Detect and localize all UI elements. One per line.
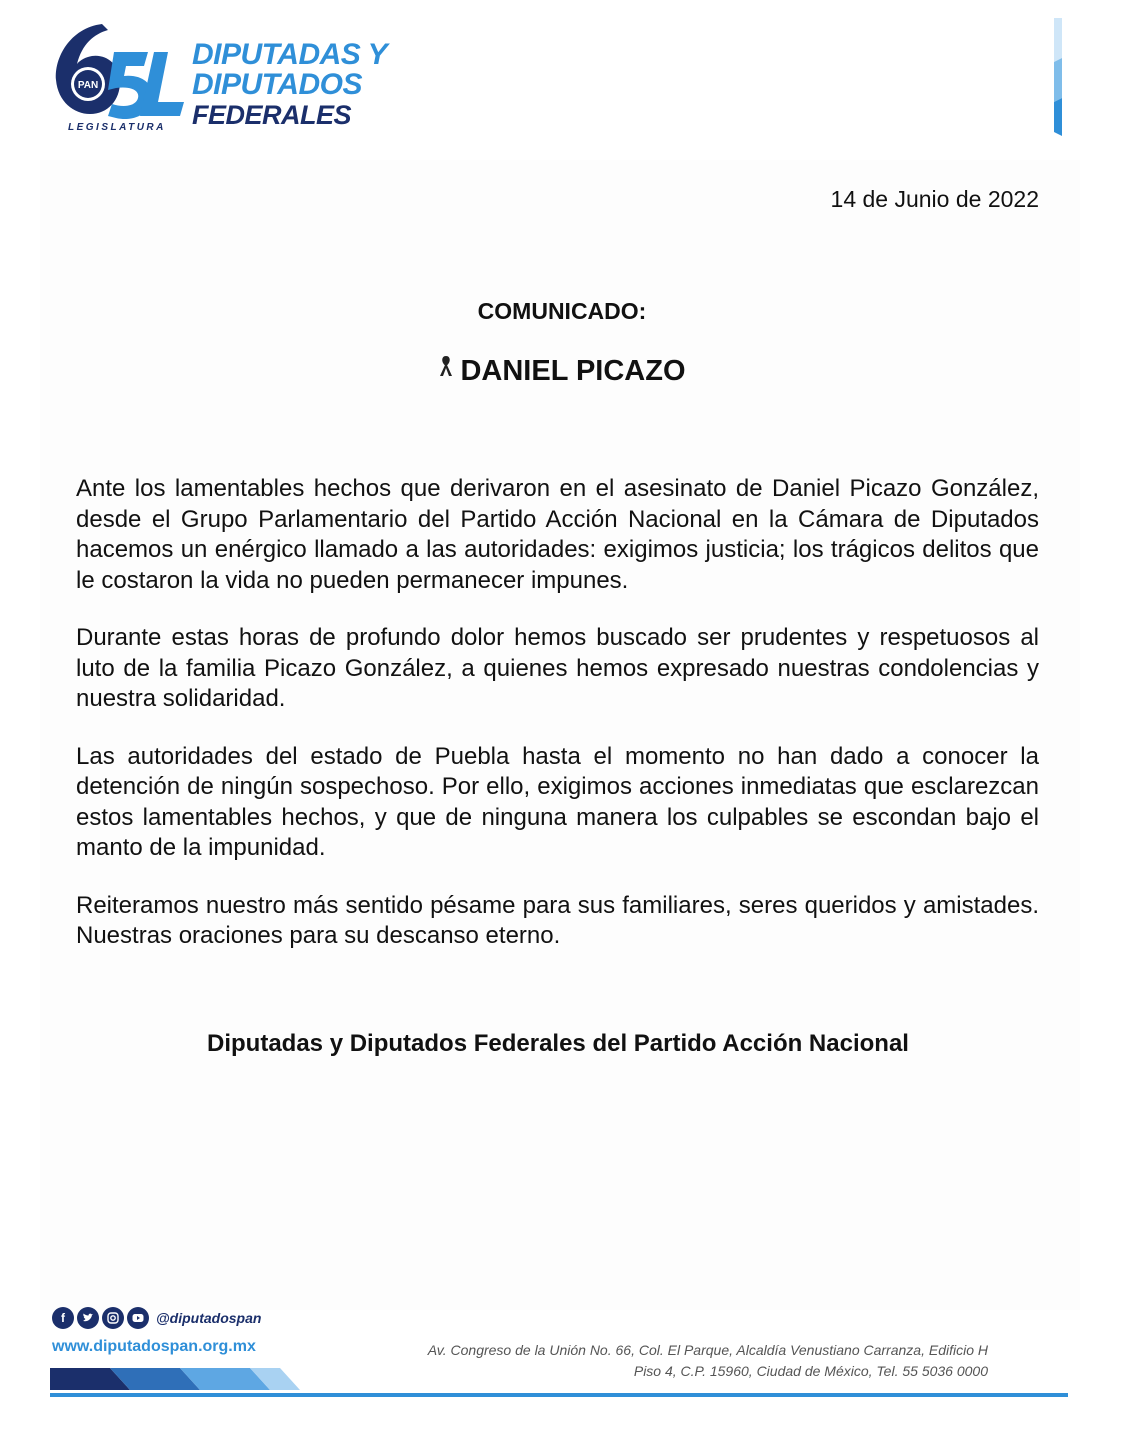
corner-stripe-decoration — [1050, 18, 1066, 136]
youtube-icon[interactable] — [127, 1307, 149, 1329]
logo-wordmark — [192, 40, 387, 130]
document-subtitle — [0, 354, 1124, 388]
logo-line-3: FEDERALES — [192, 100, 352, 130]
twitter-icon[interactable] — [77, 1307, 99, 1329]
logo-line-1: DIPUTADAS Y — [192, 38, 388, 71]
footer-color-bar — [50, 1368, 1070, 1400]
facebook-icon[interactable]: f — [52, 1307, 74, 1329]
website-link[interactable]: www.diputadospan.org.mx — [52, 1338, 256, 1355]
document-date: 14 de Junio de 2022 — [830, 186, 1039, 212]
logo-line-2: DIPUTADOS — [192, 68, 362, 101]
document-title: COMUNICADO: — [477, 298, 647, 324]
document-body — [76, 474, 1039, 979]
paragraph-2: Durante estas horas de profundo dolor hemos buscado ser prudentes y respetuosos al luto de la familia Picazo González, a quienes hemos expresado nuestras condolencias y nuestra solidaridad. — [76, 624, 1039, 712]
pan-badge: PAN — [77, 80, 99, 91]
paragraph-1: Ante los lamentables hechos que derivaron en el asesinato de Daniel Picazo González, desde el Grupo Parlamentario del Partido Acción Nacional en la Cámara de Diputados hacemos un enérgico llamado a las autoridades: exigimos justicia; los trágicos delitos que le costaron la vida no pueden permanecer impunes. — [76, 475, 1039, 594]
subtitle-text: DANIEL PICAZO — [460, 355, 686, 387]
legislatura-label: LEGISLATURA — [68, 122, 166, 133]
instagram-icon[interactable] — [102, 1307, 124, 1329]
mourning-ribbon-icon — [438, 354, 454, 378]
social-handle[interactable]: @diputadospan — [156, 1310, 262, 1326]
signature: Diputadas y Diputados Federales del Partido Acción Nacional — [207, 1030, 909, 1057]
paragraph-3: Las autoridades del estado de Puebla hasta el momento no han dado a conocer la detención de ningún sospechoso. Por ello, exigimos acciones inmediatas que esclarezcan estos lamentables hechos, y que de ninguna manera los culpables se escondan bajo el manto de la impunidad. — [76, 742, 1039, 861]
logo-65l-mark — [50, 18, 200, 128]
social-links — [52, 1306, 261, 1330]
address-line-1: Av. Congreso de la Unión No. 66, Col. El Parque, Alcaldía Venustiano Carranza, Edificio H — [427, 1342, 988, 1358]
header-logo — [50, 18, 430, 138]
address-line-2: Piso 4, C.P. 15960, Ciudad de México, Tel. 55 5036 0000 — [633, 1363, 988, 1379]
paragraph-4: Reiteramos nuestro más sentido pésame para sus familiares, seres queridos y amistades. Nuestras oraciones para su descanso eterno. — [76, 891, 1039, 949]
